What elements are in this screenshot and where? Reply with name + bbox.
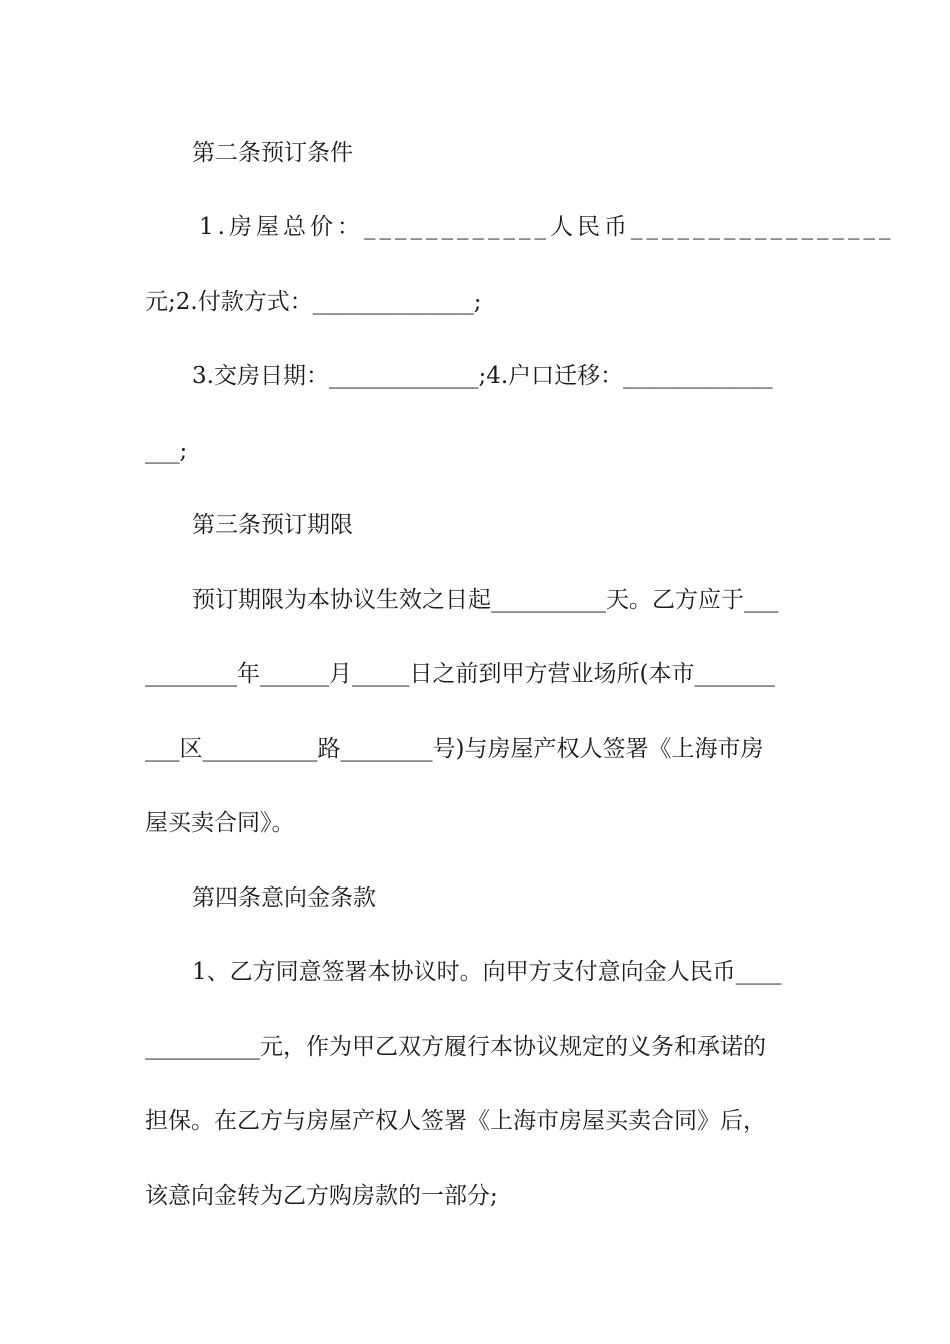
article-3-heading: 第三条预订期限 — [192, 512, 353, 538]
deposit-clause-line-4: 该意向金转为乙方购房款的一部分; — [145, 1183, 498, 1209]
reservation-period-line-1: 预订期限为本协议生效之日起__________天。乙方应于___ — [192, 587, 779, 613]
household-transfer-line: ___; — [145, 438, 188, 464]
delivery-date-line: 3.交房日期：_____________;4.户口迁移：_____________ — [192, 363, 773, 389]
reservation-period-line-4: 屋买卖合同》。 — [145, 810, 295, 836]
payment-method-line: 元;2.付款方式：______________; — [145, 289, 482, 315]
deposit-clause-line-1: 1、乙方同意签署本协议时。向甲方支付意向金人民币____ — [192, 959, 782, 985]
article-4-heading: 第四条意向金条款 — [192, 885, 376, 911]
reservation-period-line-3: ___区__________路________号)与房屋产权人签署《上海市房 — [145, 736, 764, 762]
article-2-heading: 第二条预订条件 — [192, 140, 353, 166]
reservation-period-line-2: ________年______月_____日之前到甲方营业场所(本市_______ — [145, 661, 775, 687]
deposit-clause-line-3: 担保。在乙方与房屋产权人签署《上海市房屋买卖合同》后， — [145, 1108, 766, 1134]
total-price-line: 1.房屋总价：____________人民币_________________ — [199, 214, 895, 240]
deposit-clause-line-2: __________元，作为甲乙双方履行本协议规定的义务和承诺的 — [145, 1034, 766, 1060]
